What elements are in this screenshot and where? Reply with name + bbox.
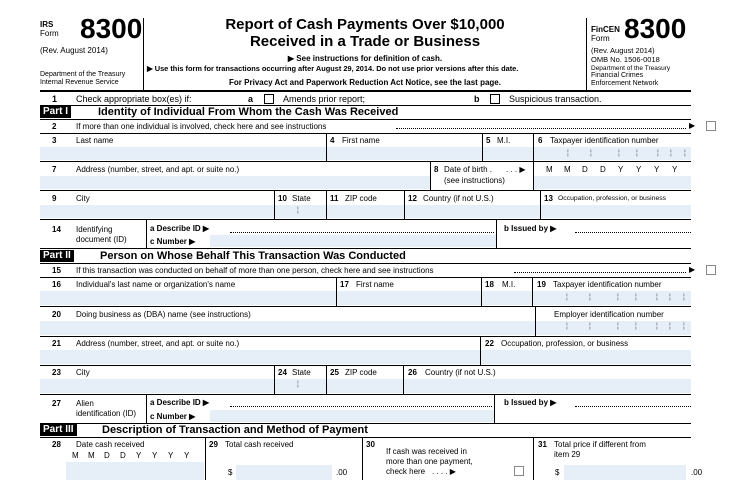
total-cash-dollar: $ bbox=[228, 468, 233, 477]
irs-label: IRS bbox=[40, 20, 54, 29]
line-1-number: 1 bbox=[52, 94, 58, 104]
issued-by-field[interactable] bbox=[575, 232, 691, 233]
multiple-persons-checkbox[interactable] bbox=[706, 265, 716, 275]
line-7-number: 7 bbox=[52, 165, 57, 174]
state-label: State bbox=[292, 194, 311, 203]
p2-address-label: Address (number, street, and apt. or suite no.) bbox=[76, 339, 240, 348]
p2-state-field[interactable] bbox=[275, 379, 326, 393]
dob-label: Date of birth . bbox=[444, 165, 493, 174]
dept-treasury-right: Department of the Treasury bbox=[591, 65, 671, 72]
line-2-number: 2 bbox=[52, 122, 57, 131]
line-30-number: 30 bbox=[366, 440, 375, 449]
p2-city-field[interactable] bbox=[40, 379, 274, 393]
amends-prior-report-label: Amends prior report; bbox=[283, 94, 366, 104]
total-price-label-2: item 29 bbox=[554, 450, 581, 459]
instruction-use-form: ▶ Use this form for transactions occurring after August 29, 2014. Do not use prior versions after this date. bbox=[147, 64, 519, 73]
line-22-number: 22 bbox=[485, 339, 494, 348]
line-27-number: 27 bbox=[52, 399, 61, 408]
line-1-label: Check appropriate box(es) if: bbox=[76, 94, 192, 104]
line-20-number: 20 bbox=[52, 310, 61, 319]
occupation-field[interactable] bbox=[541, 205, 691, 218]
last-name-field[interactable] bbox=[40, 147, 326, 160]
ein-field[interactable] bbox=[536, 321, 691, 335]
id-doc-label-1: Identifying bbox=[76, 225, 113, 234]
last-name-label: Last name bbox=[76, 136, 114, 145]
part-2-title: Person on Whose Behalf This Transaction Was Conducted bbox=[100, 250, 406, 262]
total-price-cents: .00 bbox=[691, 468, 703, 477]
multiple-payments-label-1: If cash was received in bbox=[386, 447, 467, 456]
line-17-number: 17 bbox=[340, 280, 349, 289]
p2-id-number-label: c Number ▶ bbox=[150, 412, 196, 421]
dba-name-field[interactable] bbox=[40, 321, 535, 335]
enforcement-network: Enforcement Network bbox=[591, 80, 659, 87]
suspicious-transaction-checkbox[interactable] bbox=[490, 94, 500, 104]
line-10-number: 10 bbox=[278, 194, 287, 203]
occupation-label: Occupation, profession, or business bbox=[558, 195, 667, 202]
date-format-letter: Y bbox=[618, 165, 624, 174]
line-15-label: If this transaction was conducted on behalf of more than one person, check here and see instructions bbox=[76, 266, 434, 275]
p2-describe-id-field[interactable] bbox=[230, 406, 492, 407]
form-number-left: 8300 bbox=[80, 13, 143, 44]
dob-field[interactable] bbox=[534, 176, 691, 189]
p2-mi-field[interactable] bbox=[482, 291, 532, 305]
country-label: Country (if not U.S.) bbox=[423, 194, 494, 203]
p2-zip-label: ZIP code bbox=[345, 368, 377, 377]
date-format-letter: Y bbox=[672, 165, 678, 174]
form-number-right: 8300 bbox=[624, 13, 687, 44]
city-field[interactable] bbox=[40, 205, 274, 218]
financial-crimes: Financial Crimes bbox=[591, 72, 644, 79]
p2-mi-label: M.I. bbox=[502, 280, 516, 289]
p2-taxpayer-id-field[interactable] bbox=[533, 291, 691, 305]
suspicious-transaction-label: Suspicious transaction. bbox=[509, 94, 602, 104]
line-1b-letter: b bbox=[474, 94, 480, 104]
amends-prior-report-checkbox[interactable] bbox=[264, 94, 274, 104]
p2-issued-by-label: b Issued by ▶ bbox=[504, 398, 557, 407]
first-name-label: First name bbox=[342, 136, 380, 145]
p2-country-label: Country (if not U.S.) bbox=[425, 368, 496, 377]
ein-label: Employer identification number bbox=[554, 310, 664, 319]
date-format-letter: Y bbox=[152, 451, 158, 460]
total-cash-cents: .00 bbox=[336, 468, 348, 477]
date-format-letter: Y bbox=[136, 451, 142, 460]
date-format-letter: Y bbox=[654, 165, 660, 174]
date-format-letter: M bbox=[72, 451, 79, 460]
p2-id-number-field[interactable] bbox=[210, 410, 494, 422]
alien-id-label-1: Alien bbox=[76, 399, 94, 408]
mi-label: M.I. bbox=[497, 136, 511, 145]
id-doc-label-2: document (ID) bbox=[76, 235, 127, 244]
p2-occupation-label: Occupation, profession, or business bbox=[501, 339, 629, 348]
address-label: Address (number, street, and apt. or suite no.) bbox=[76, 165, 240, 174]
part-3-title: Description of Transaction and Method of Payment bbox=[102, 424, 368, 436]
describe-id-field[interactable] bbox=[230, 232, 494, 233]
part-2-tag: Part II bbox=[40, 250, 74, 262]
date-format-letter: Y bbox=[636, 165, 642, 174]
zip-label: ZIP code bbox=[345, 194, 377, 203]
p2-city-label: City bbox=[76, 368, 90, 377]
line-29-number: 29 bbox=[209, 440, 218, 449]
line-28-number: 28 bbox=[52, 440, 61, 449]
multiple-payments-label-2: more than one payment, bbox=[386, 457, 473, 466]
total-cash-field[interactable] bbox=[236, 465, 332, 480]
p2-country-field[interactable] bbox=[404, 379, 691, 393]
date-format-letter: D bbox=[600, 165, 606, 174]
line-4-number: 4 bbox=[330, 136, 335, 145]
taxpayer-id-field[interactable] bbox=[534, 147, 691, 160]
date-format-letter: M bbox=[546, 165, 553, 174]
line-31-number: 31 bbox=[538, 440, 547, 449]
line-1a-letter: a bbox=[248, 94, 254, 104]
date-format-letter: Y bbox=[168, 451, 174, 460]
line-14-number: 14 bbox=[52, 225, 61, 234]
multiple-individuals-checkbox[interactable] bbox=[706, 121, 716, 131]
dob-sublabel: (see instructions) bbox=[444, 176, 505, 185]
id-number-field[interactable] bbox=[210, 235, 496, 247]
irs-service: Internal Revenue Service bbox=[40, 79, 119, 86]
line-11-number: 11 bbox=[330, 194, 339, 203]
line-24-number: 24 bbox=[278, 368, 287, 377]
form-title-line1: Report of Cash Payments Over $10,000 bbox=[225, 16, 505, 33]
fincen-label: FinCEN bbox=[591, 25, 620, 34]
line-12-number: 12 bbox=[408, 194, 417, 203]
part-1-tag: Part I bbox=[40, 106, 71, 118]
line-16-number: 16 bbox=[52, 280, 61, 289]
line-19-number: 19 bbox=[537, 280, 546, 289]
line-5-number: 5 bbox=[486, 136, 491, 145]
line-26-number: 26 bbox=[408, 368, 417, 377]
dept-treasury-left: Department of the Treasury bbox=[40, 71, 126, 78]
middle-initial-field[interactable] bbox=[483, 147, 533, 160]
date-format-letter: D bbox=[582, 165, 588, 174]
date-format-letter: Y bbox=[184, 451, 190, 460]
date-cash-received-label: Date cash received bbox=[76, 440, 145, 449]
line-8-number: 8 bbox=[434, 165, 439, 174]
city-label: City bbox=[76, 194, 90, 203]
p2-issued-by-field[interactable] bbox=[575, 406, 691, 407]
p2-first-name-field[interactable] bbox=[337, 291, 481, 305]
line-9-number: 9 bbox=[52, 194, 57, 203]
alien-id-label-2: identification (ID) bbox=[76, 409, 137, 418]
p2-taxpayer-id-label: Taxpayer identification number bbox=[553, 280, 662, 289]
p2-describe-id-label: a Describe ID ▶ bbox=[150, 398, 210, 407]
dba-name-label: Doing business as (DBA) name (see instructions) bbox=[76, 310, 251, 319]
id-number-label: c Number ▶ bbox=[150, 237, 196, 246]
total-price-field[interactable] bbox=[564, 465, 686, 480]
date-format-letter: M bbox=[564, 165, 571, 174]
date-cash-received-field[interactable] bbox=[66, 462, 204, 480]
p2-address-field[interactable] bbox=[40, 350, 480, 364]
date-format-letter: M bbox=[88, 451, 95, 460]
zip-field[interactable] bbox=[327, 205, 404, 218]
privacy-notice: For Privacy Act and Paperwork Reduction Act Notice, see the last page. bbox=[229, 78, 501, 87]
line-3-number: 3 bbox=[52, 136, 57, 145]
line-13-number: 13 bbox=[544, 194, 553, 203]
line-15-number: 15 bbox=[52, 266, 61, 275]
date-format-letter: D bbox=[104, 451, 110, 460]
part-1-title: Identity of Individual From Whom the Cash Was Received bbox=[98, 106, 399, 118]
line-18-number: 18 bbox=[485, 280, 494, 289]
first-name-field[interactable] bbox=[327, 147, 482, 160]
line-23-number: 23 bbox=[52, 368, 61, 377]
org-name-label: Individual's last name or organization's name bbox=[76, 280, 236, 289]
p2-state-label: State bbox=[292, 368, 311, 377]
rev-date-right: (Rev. August 2014) bbox=[591, 46, 655, 55]
total-price-dollar: $ bbox=[555, 468, 560, 477]
line-2-label: If more than one individual is involved, check here and see instructions bbox=[76, 122, 327, 131]
multiple-payments-label-3: check here bbox=[386, 467, 426, 476]
taxpayer-id-label: Taxpayer identification number bbox=[550, 136, 659, 145]
p2-zip-field[interactable] bbox=[327, 379, 403, 393]
total-price-label-1: Total price if different from bbox=[554, 440, 646, 449]
total-cash-label: Total cash received bbox=[225, 440, 294, 449]
country-field[interactable] bbox=[405, 205, 540, 218]
fincen-form-label: Form bbox=[591, 34, 610, 43]
line-21-number: 21 bbox=[52, 339, 61, 348]
p2-first-name-label: First name bbox=[356, 280, 394, 289]
part-3-tag: Part III bbox=[40, 424, 77, 436]
multiple-payments-checkbox[interactable] bbox=[514, 466, 524, 476]
address-field[interactable] bbox=[40, 176, 430, 189]
form-label: Form bbox=[40, 29, 59, 38]
date-format-letter: D bbox=[120, 451, 126, 460]
omb-number: OMB No. 1506-0018 bbox=[591, 55, 660, 64]
p2-occupation-field[interactable] bbox=[481, 350, 691, 364]
form-title-line2: Received in a Trade or Business bbox=[249, 33, 481, 50]
line-25-number: 25 bbox=[330, 368, 339, 377]
instruction-cash-definition: ▶ See instructions for definition of cash. bbox=[287, 54, 443, 63]
describe-id-label: a Describe ID ▶ bbox=[150, 224, 210, 233]
line-6-number: 6 bbox=[538, 136, 543, 145]
rev-date-left: (Rev. August 2014) bbox=[40, 46, 108, 55]
issued-by-label: b Issued by ▶ bbox=[504, 224, 557, 233]
org-name-field[interactable] bbox=[40, 291, 336, 305]
state-field[interactable] bbox=[275, 205, 326, 218]
